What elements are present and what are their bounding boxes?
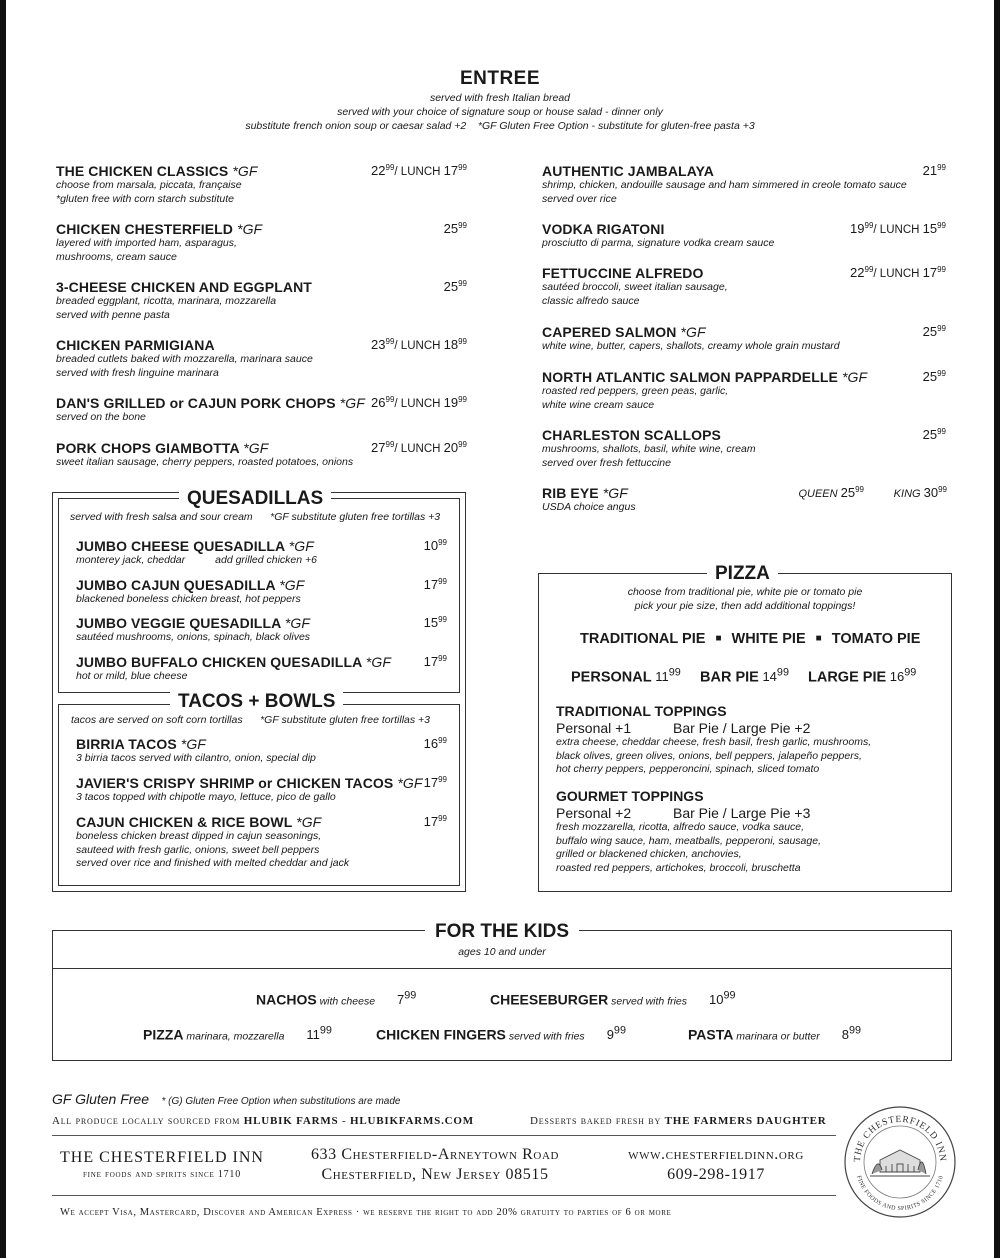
gourmet-toppings <box>556 788 821 875</box>
kids-item-price <box>306 1027 332 1042</box>
price-cents: 99 <box>723 990 736 1002</box>
price-value: $21^{99}$ <box>922 163 946 178</box>
price-cents: 99 <box>438 814 447 823</box>
kids-item-price <box>709 992 736 1007</box>
item-desc: 3 tacos topped with chipotle mayo, lettuce, pico de gallo <box>76 791 336 803</box>
item-price <box>424 577 447 592</box>
item-price <box>371 337 467 352</box>
price-value: $15^{99}$ <box>423 615 447 630</box>
pizza-style: TRADITIONAL PIE <box>580 631 706 647</box>
gourmet-personal: Personal +2 <box>556 805 632 821</box>
price-cents: 99 <box>438 775 447 784</box>
tacos-note: tacos are served on soft corn tortillas *GF substitute gluten free tortillas +3 <box>71 714 431 726</box>
pizza-size <box>808 667 916 685</box>
item-desc: sautéed broccoli, sweet italian sausage, <box>542 281 728 293</box>
inn-seal-logo <box>842 1104 958 1220</box>
price-cents: 99 <box>458 279 467 288</box>
kids-item-name: PASTA <box>688 1026 734 1043</box>
inn-tagline: fine foods and spirits since 1710 <box>82 1169 242 1180</box>
kids-item-desc: marinara or butter <box>733 1030 820 1043</box>
pizza-note: choose from traditional pie, white pie or tomato pie <box>627 586 863 598</box>
item-name <box>76 736 316 752</box>
item-price <box>444 279 467 294</box>
item-price <box>923 163 946 178</box>
item-desc: USDA choice angus <box>542 501 636 513</box>
website-link[interactable]: www.chesterfieldinn.org <box>628 1146 804 1163</box>
menu-item <box>542 485 636 515</box>
menu-item <box>56 395 365 425</box>
item-desc: hot or mild, blue cheese <box>76 670 188 682</box>
menu-item <box>542 324 840 354</box>
price-value: $10^{99}$ <box>709 990 736 1008</box>
price-value: $25^{99}$ <box>922 369 946 384</box>
item-name <box>76 654 391 670</box>
item-title: JAVIER'S CRISPY SHRIMP or CHICKEN TACOS <box>76 775 394 791</box>
price-cents: 99 <box>458 221 467 230</box>
desserts-prefix: Desserts baked fresh by <box>530 1115 662 1127</box>
price-cents: 99 <box>385 395 395 404</box>
price-value: $16^{99}$ <box>423 736 447 751</box>
item-desc: served over rice <box>542 192 617 205</box>
pizza-size-price: $14^{99}$ <box>762 667 789 685</box>
menu-item <box>542 163 907 206</box>
item-price <box>424 736 447 751</box>
price-cents: 99 <box>776 667 789 679</box>
item-desc: shrimp, chicken, andouille sausage and ham simmered in creole tomato sauce <box>542 179 907 191</box>
inn-building-icon <box>870 1150 930 1176</box>
menu-item <box>542 265 728 308</box>
price-cents: 99 <box>938 485 947 494</box>
item-price <box>424 615 447 630</box>
item-desc: breaded eggplant, ricotta, marinara, mozzarella <box>56 295 277 307</box>
produce-prefix: All produce locally sourced from <box>52 1115 241 1127</box>
kids-item-price <box>607 1027 626 1042</box>
footer-divider <box>52 1195 836 1196</box>
price-cents: 99 <box>937 221 946 230</box>
footer-divider <box>52 1135 836 1136</box>
price-value: $25^{99}$ <box>443 221 467 236</box>
entree-note: served with fresh Italian bread <box>429 92 571 104</box>
price-value: $23^{99}$ <box>371 337 395 352</box>
price-cents: 99 <box>404 990 417 1002</box>
price-cents: 99 <box>438 615 447 624</box>
price-cents: 99 <box>668 667 681 679</box>
price-value: $9^{99}$ <box>606 1025 626 1043</box>
item-title: JUMBO BUFFALO CHICKEN QUESADILLA <box>76 654 362 670</box>
gf-tag: *GF <box>397 775 423 791</box>
price-value: $25^{99}$ <box>922 324 946 339</box>
price-value: $10^{99}$ <box>423 538 447 553</box>
item-title: BIRRIA TACOS <box>76 736 177 752</box>
gf-tag: *GF <box>243 440 269 456</box>
item-price <box>424 654 447 669</box>
pizza-size-label: LARGE PIE <box>808 669 887 686</box>
pizza-size <box>571 667 681 685</box>
price-value: $30^{99}$ <box>923 485 947 500</box>
item-name <box>76 814 349 830</box>
bullet-icon: ■ <box>715 633 722 644</box>
traditional-toppings-prices <box>556 720 871 736</box>
item-title: CAJUN CHICKEN & RICE BOWL <box>76 814 293 830</box>
kids-item <box>688 1025 861 1042</box>
price-cents: 99 <box>319 1025 332 1037</box>
gf-tag: *GF <box>180 736 206 752</box>
menu-item <box>76 736 316 766</box>
item-desc: mushrooms, shallots, basil, white wine, cream <box>542 443 756 455</box>
item-title: CHICKEN CHESTERFIELD <box>56 221 234 237</box>
traditional-desc: black olives, green olives, onions, bell peppers, jalapeño peppers, <box>556 749 862 762</box>
item-desc: prosciutto di parma, signature vodka cream sauce <box>542 237 775 249</box>
menu-item <box>76 654 391 684</box>
item-title: JUMBO CHEESE QUESADILLA <box>76 538 285 554</box>
desserts-by: THE FARMERS DAUGHTER <box>664 1115 827 1127</box>
kids-title: FOR THE KIDS <box>425 921 579 943</box>
lunch-price: $15^{99}$ <box>922 221 946 236</box>
gourmet-desc: grilled or blackened chicken, anchovies, <box>556 848 742 860</box>
item-desc: sauteed with fresh garlic, onions, sweet bell peppers <box>76 843 320 856</box>
pizza-style: WHITE PIE <box>731 631 806 647</box>
menu-item <box>56 279 312 322</box>
lunch-label: / LUNCH <box>394 340 444 352</box>
right-edge <box>994 0 1000 1258</box>
gourmet-bar: Bar Pie / Large Pie +3 <box>673 805 811 821</box>
gourmet-desc: fresh mozzarella, ricotta, alfredo sauce, vodka sauce, <box>556 821 805 833</box>
price-value: $11^{99}$ <box>306 1025 332 1043</box>
king-price <box>894 485 947 500</box>
item-desc: choose from marsala, piccata, française <box>56 179 242 191</box>
price-cents: 99 <box>848 1025 862 1037</box>
item-price <box>424 814 447 829</box>
price-cents: 99 <box>438 654 447 663</box>
item-title: VODKA RIGATONI <box>542 221 665 237</box>
price-cents: 99 <box>613 1025 626 1037</box>
lunch-price: $17^{99}$ <box>443 163 467 178</box>
price-cents: 99 <box>937 265 946 274</box>
queen-price <box>798 485 864 500</box>
item-name <box>76 538 317 554</box>
lunch-price: $18^{99}$ <box>443 337 467 352</box>
kids-item <box>490 990 736 1007</box>
address-line1: 633 Chesterfield-Arneytown Road <box>310 1146 560 1163</box>
item-title: JUMBO CAJUN QUESADILLA <box>76 577 276 593</box>
item-desc: white wine, butter, capers, shallots, creamy whole grain mustard <box>542 340 840 352</box>
item-desc: served on the bone <box>56 411 146 423</box>
menu-item <box>542 369 867 412</box>
contact-block <box>600 1146 832 1184</box>
price-cents: 99 <box>937 427 946 436</box>
price-cents: 99 <box>438 577 447 586</box>
gourmet-toppings-title: GOURMET TOPPINGS <box>556 788 704 804</box>
menu-item <box>76 577 304 607</box>
kids-item <box>376 1025 626 1042</box>
item-name <box>542 265 728 281</box>
item-price <box>850 221 946 236</box>
price-cents: 99 <box>904 667 917 679</box>
traditional-toppings-title: TRADITIONAL TOPPINGS <box>556 703 727 719</box>
inn-block <box>52 1149 272 1180</box>
traditional-toppings <box>556 703 871 777</box>
item-price <box>424 775 447 790</box>
item-price <box>371 163 467 178</box>
item-price <box>923 427 946 442</box>
traditional-desc: hot cherry peppers, pepperoncini, spinach, sliced tomato <box>556 763 820 775</box>
kids-item-desc: served with fries <box>505 1030 585 1043</box>
item-name <box>56 440 353 456</box>
pizza-size-price: $11^{99}$ <box>655 667 681 685</box>
price-cents: 99 <box>937 369 946 378</box>
menu-item <box>76 538 317 568</box>
gf-note: * (G) Gluten Free Option when substitutions are made <box>161 1096 401 1107</box>
pizza-note: pick your pie size, then add additional toppings! <box>634 600 856 612</box>
item-price <box>424 538 447 553</box>
item-title: DAN'S GRILLED or CAJUN PORK CHOPS <box>56 395 336 411</box>
seal-top-text: THE CHESTERFIELD INN <box>852 1114 948 1163</box>
item-desc: blackened boneless chicken breast, hot peppers <box>76 593 301 605</box>
gf-tag: *GF <box>842 369 868 385</box>
pizza-size-label: BAR PIE <box>700 669 759 686</box>
item-name <box>56 337 313 353</box>
kids-item-desc: served with fries <box>608 995 688 1008</box>
item-title: RIB EYE <box>542 485 599 501</box>
gf-tag: *GF <box>680 324 706 340</box>
price-cents: 99 <box>458 440 467 449</box>
item-name <box>542 163 907 179</box>
gourmet-desc: buffalo wing sauce, ham, meatballs, pepperoni, sausage, <box>556 834 821 847</box>
bullet-icon: ■ <box>815 633 822 644</box>
produce-sep: - <box>338 1115 350 1127</box>
entree-title: ENTREE <box>459 68 541 89</box>
item-name <box>542 485 636 501</box>
pizza-size-price: $16^{99}$ <box>889 667 917 685</box>
menu-item <box>56 337 313 380</box>
item-desc: 3 birria tacos served with cilantro, onion, special dip <box>76 752 316 764</box>
price-cents: 99 <box>864 221 874 230</box>
kids-item-name: CHICKEN FINGERS <box>376 1026 506 1043</box>
item-name <box>542 427 756 443</box>
price-value: $25^{99}$ <box>922 427 946 442</box>
kids-item-price <box>397 992 416 1007</box>
pizza-size <box>700 667 789 685</box>
pizza-title: PIZZA <box>707 563 778 585</box>
pizza-size-label: PERSONAL <box>571 669 652 686</box>
item-desc: sautéed mushrooms, onions, spinach, black olives <box>76 631 311 643</box>
gf-tag: *GF <box>232 163 258 179</box>
address-block <box>285 1146 585 1184</box>
price-cents: 99 <box>937 163 946 172</box>
produce-site: HLUBIKFARMS.COM <box>350 1115 474 1127</box>
gf-tag: *GF <box>279 577 305 593</box>
gf-legend <box>52 1091 400 1109</box>
price-cents: 99 <box>458 163 467 172</box>
item-price <box>444 221 467 236</box>
price-value: $22^{99}$ <box>371 163 395 178</box>
item-price <box>371 395 467 410</box>
gourmet-toppings-prices <box>556 805 821 821</box>
item-title: CHARLESTON SCALLOPS <box>542 427 721 443</box>
traditional-bar: Bar Pie / Large Pie +2 <box>673 720 811 736</box>
item-title: FETTUCCINE ALFREDO <box>542 265 704 281</box>
entree-note: substitute french onion soup or caesar salad +2 *GF Gluten Free Option - substitute for gluten-free pasta +3 <box>245 120 755 132</box>
gf-tag: *GF <box>288 538 314 554</box>
gf-tag: *GF <box>296 814 322 830</box>
price-value: $8^{99}$ <box>841 1025 862 1043</box>
item-desc: served with penne pasta <box>56 308 170 321</box>
produce-farm: HLUBIK FARMS <box>243 1115 339 1127</box>
desserts-line <box>530 1115 826 1127</box>
item-name <box>542 369 867 385</box>
menu-item <box>542 427 756 470</box>
price-cents: 99 <box>385 337 395 346</box>
price-cents: 99 <box>937 324 946 333</box>
address-line2: Chesterfield, New Jersey 08515 <box>321 1166 549 1183</box>
item-title: JUMBO VEGGIE QUESADILLA <box>76 615 281 631</box>
price-cents: 99 <box>855 485 864 494</box>
item-extra: add grilled chicken +6 <box>215 554 317 566</box>
price-value: $17^{99}$ <box>423 654 447 669</box>
menu-item <box>76 775 423 805</box>
item-desc: mushrooms, cream sauce <box>56 250 177 263</box>
item-price <box>923 369 946 384</box>
kids-item <box>143 1025 332 1042</box>
item-title: CAPERED SALMON <box>542 324 677 340</box>
item-title: 3-CHEESE CHICKEN AND EGGPLANT <box>56 279 312 295</box>
lunch-price: $17^{99}$ <box>922 265 946 280</box>
price-cents: 99 <box>438 736 447 745</box>
item-desc: sweet italian sausage, cherry peppers, roasted potatoes, onions <box>56 456 354 468</box>
kids-divider <box>53 968 951 969</box>
item-name <box>76 615 310 631</box>
kids-item-desc: marinara, mozzarella <box>183 1030 285 1043</box>
item-price <box>923 324 946 339</box>
item-name <box>56 395 365 411</box>
queen-label: QUEEN <box>798 488 841 500</box>
price-value: $25^{99}$ <box>443 279 467 294</box>
menu-item <box>56 163 258 206</box>
lunch-price: $20^{99}$ <box>443 440 467 455</box>
item-name <box>56 163 258 179</box>
price-value: $22^{99}$ <box>850 265 874 280</box>
lunch-label: / LUNCH <box>873 268 923 280</box>
kids-item <box>256 990 416 1007</box>
price-cents: 99 <box>864 265 874 274</box>
price-cents: 99 <box>438 538 447 547</box>
phone-number[interactable]: 609-298-1917 <box>667 1166 765 1183</box>
item-desc: breaded cutlets baked with mozzarella, marinara sauce <box>56 353 313 365</box>
price-value: $19^{99}$ <box>850 221 874 236</box>
item-desc: layered with imported ham, asparagus, <box>56 237 237 249</box>
item-name <box>76 577 304 593</box>
kids-item-name: PIZZA <box>143 1026 184 1043</box>
kids-note: ages 10 and under <box>458 946 546 958</box>
item-title: CHICKEN PARMIGIANA <box>56 337 215 353</box>
seal-bottom-text: FINE FOODS AND SPIRITS SINCE 1710 <box>855 1174 945 1213</box>
gf-tag: *GF <box>602 485 628 501</box>
gourmet-desc: roasted red peppers, artichokes, broccoli, bruschetta <box>556 861 801 874</box>
menu-item <box>76 615 310 645</box>
gf-label: GF Gluten Free <box>52 1091 150 1107</box>
lunch-price: $19^{99}$ <box>443 395 467 410</box>
item-desc: boneless chicken breast dipped in cajun seasonings, <box>76 830 322 842</box>
price-value: $25^{99}$ <box>840 485 864 500</box>
price-value: $27^{99}$ <box>371 440 395 455</box>
left-edge <box>0 0 6 1258</box>
item-desc: classic alfredo sauce <box>542 294 640 307</box>
menu-item <box>76 814 349 871</box>
menu-item <box>56 221 262 264</box>
lunch-label: / LUNCH <box>394 398 444 410</box>
entree-note: served with your choice of signature soup or house salad - dinner only <box>337 106 663 118</box>
king-label: KING <box>893 488 924 500</box>
item-title: PORK CHOPS GIAMBOTTA <box>56 440 240 456</box>
price-value: $26^{99}$ <box>371 395 395 410</box>
price-cents: 99 <box>385 163 395 172</box>
kids-item-name: NACHOS <box>256 991 317 1008</box>
produce-line <box>52 1115 474 1127</box>
item-name <box>56 221 262 237</box>
item-name <box>542 221 774 237</box>
price-value: $17^{99}$ <box>423 775 447 790</box>
pizza-style: TOMATO PIE <box>831 631 921 647</box>
gf-tag: *GF <box>284 615 311 631</box>
menu-item <box>56 440 353 470</box>
item-desc: roasted red peppers, green peas, garlic, <box>542 385 729 397</box>
item-desc: served over rice and finished with melted cheddar and jack <box>76 857 350 869</box>
lunch-label: / LUNCH <box>873 224 923 236</box>
quesadillas-note: served with fresh salsa and sour cream *GF substitute gluten free tortillas +3 <box>70 511 441 523</box>
price-value: $7^{99}$ <box>397 990 417 1008</box>
item-name <box>542 324 840 340</box>
menu-item <box>542 221 774 251</box>
price-cents: 99 <box>458 337 467 346</box>
item-desc: served with fresh linguine marinara <box>56 366 219 379</box>
payment-policy: We accept Visa, Mastercard, Discover and American Express · we reserve the right to add 20% gratuity to parties of 6 or more <box>60 1207 672 1218</box>
price-value: $17^{99}$ <box>423 577 447 592</box>
gf-tag: *GF <box>365 654 391 670</box>
item-title: THE CHICKEN CLASSICS <box>56 163 229 179</box>
price-cents: 99 <box>385 440 395 449</box>
item-desc: served over fresh fettuccine <box>542 456 671 469</box>
item-name <box>56 279 312 295</box>
traditional-personal: Personal +1 <box>556 720 632 736</box>
kids-item-name: CHEESEBURGER <box>490 991 609 1008</box>
gf-tag: *GF <box>237 221 263 237</box>
traditional-desc: extra cheese, cheddar cheese, fresh basil, fresh garlic, mushrooms, <box>556 736 872 748</box>
item-name <box>76 775 423 791</box>
gf-tag: *GF <box>339 395 365 411</box>
item-desc: *gluten free with corn starch substitute <box>56 192 235 205</box>
price-cents: 99 <box>458 395 467 404</box>
pizza-styles <box>580 631 920 647</box>
entree-header <box>0 68 1000 133</box>
item-price <box>850 265 946 280</box>
lunch-label: / LUNCH <box>394 166 444 178</box>
quesadillas-title: QUESADILLAS <box>179 488 331 510</box>
price-value: $17^{99}$ <box>423 814 447 829</box>
kids-item-desc: with cheese <box>316 995 376 1008</box>
item-title: AUTHENTIC JAMBALAYA <box>542 163 714 179</box>
item-price <box>371 440 467 455</box>
kids-item-price <box>842 1027 861 1042</box>
item-desc: white wine cream sauce <box>542 398 655 411</box>
item-title: NORTH ATLANTIC SALMON PAPPARDELLE <box>542 369 838 385</box>
tacos-title: TACOS + BOWLS <box>170 691 343 713</box>
inn-name: THE CHESTERFIELD INN <box>60 1149 264 1166</box>
item-desc: monterey jack, cheddar add grilled chicken +6 <box>76 554 317 566</box>
lunch-label: / LUNCH <box>394 443 444 455</box>
